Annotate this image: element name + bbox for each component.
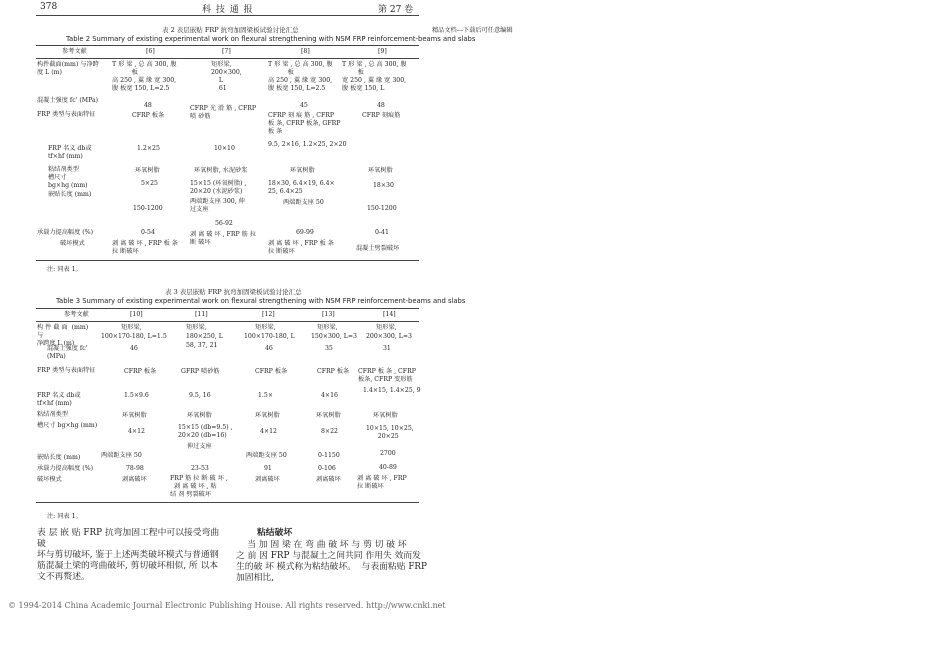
table2-caption-en: Table 2 Summary of existing experimental work on flexural strengthening with NSM FRP reinforcement-beams and slabs — [66, 35, 476, 43]
t2-c7-section: 矩形梁, 200×300, L 61 — [211, 61, 242, 92]
table2-bottom-rule — [36, 260, 419, 261]
table2-top-rule — [36, 45, 419, 46]
t2-c8-capacity: 69-99 — [296, 229, 314, 236]
table3-caption-en: Table 3 Summary of existing experimental work on flexural strengthening with NSM FRP reinforcement-beams and slabs — [56, 297, 466, 305]
table3-label-adhesive: 粘结剂类型 — [37, 411, 68, 418]
side-note: 精品文档---下载后可任意编辑 — [432, 27, 513, 34]
table3-label-bond-length: 嵌贴长度 (mm) — [37, 454, 81, 461]
table2-ref-6: [6] — [146, 48, 155, 55]
table3-label-concrete: 混凝土强度 fc' (MPa) — [47, 345, 88, 360]
t3-c13-sec-b: 150×300, L=3 — [311, 333, 357, 340]
t3-c11-groove: 15×15 (db=9.5) , 20×20 (db=16) — [178, 424, 233, 439]
t2-c8-adhesive: 环氧树脂 — [290, 167, 315, 174]
t3-c12-capacity: 91 — [264, 465, 272, 472]
t2-c9-section: T 形 梁 , 总 高 300, 腹 板 宽 250 , 翼 缘 宽 300, 腹 板宽 150, L — [342, 61, 407, 92]
table2-ref-7: [7] — [222, 48, 231, 55]
table3-label-frp-type: FRP 类型与表面特征 — [37, 367, 96, 374]
t3-c14-sec-a: 矩形梁, — [376, 324, 397, 331]
table3-top-rule — [36, 308, 419, 309]
t2-c9-concrete: 48 — [377, 102, 385, 109]
journal-name: 科 技 通 报 — [202, 5, 254, 15]
t2-c9-adhesive: 环氧树脂 — [368, 167, 393, 174]
t3-c14-adhesive: 环氧树脂 — [373, 412, 398, 419]
table2-label-section: 构件截面(mm) 与净跨 度 L (m) — [37, 61, 99, 76]
body-left-paragraph: 表 层 嵌 贴 FRP 抗弯加固工程中可以接受弯曲 破 坏与剪切破坏, 鉴于上述两类破坏模式与普通钢 筋混凝土梁的弯曲破坏, 剪切破坏相似, 所 以本 文不再赘述。 — [37, 528, 220, 582]
table3-ref-header: 参考文献 — [64, 311, 89, 318]
t2-c6-capacity: 0-54 — [141, 229, 155, 236]
t2-c7-capacity: 56-92 — [215, 220, 233, 227]
table2-label-capacity: 承载力提高幅度 (%) — [37, 229, 93, 236]
t3-c13-bond: 0-1150 — [318, 452, 340, 459]
t3-c10-concrete: 46 — [130, 345, 138, 352]
table2-caption-cn: 表 2 表层嵌贴 FRP 抗弯加固梁板试验讨论汇总 — [162, 26, 299, 34]
t3-c11-failure: FRP 筋 拉 断 破 坏 , 剥 离 破 坏 , 粘 结 剂 劈裂破坏 — [170, 475, 228, 498]
t3-c14-capacity: 40-89 — [379, 464, 397, 471]
t2-c6-frp-type: CFRP 板条 — [132, 112, 165, 119]
t2-c6-frp-size: 1.2×25 — [137, 145, 160, 152]
t2-c8-bond: 两端距支座 50 — [283, 199, 324, 206]
t2-c6-groove: 5×25 — [141, 180, 158, 187]
body-right-paragraph: 当 加 固 梁 在 弯 曲 破 坏 与 剪 切 破 坏 之 前 因 FRP 与混凝土之间共同 作用失 效而发 生的破 坏 模式称为粘结破坏。 与表面粘贴 FRP 加固相比, — [236, 540, 427, 583]
t2-c6-bond: 150-1200 — [133, 205, 163, 212]
t3-c14-frp-type: CFRP 板 条 , CFRP 板条, CFRP 变形筋 — [358, 368, 416, 383]
t3-c12-frp-type: CFRP 板条 — [255, 368, 288, 375]
t3-c11-adhesive: 环氧树脂 — [187, 412, 212, 419]
t3-c11-frp-type: GFRP 喷砂筋 — [181, 368, 220, 375]
t3-c12-frp-size: 1.5× — [258, 392, 274, 399]
table3-label-frp-size: FRP 名义 db或 tf×hf (mm) — [37, 392, 81, 407]
t3-c10-failure: 剥离破坏 — [122, 476, 147, 483]
t3-c12-sec-b: 100×170-180, L — [244, 333, 295, 340]
table3-note: 注: 同表 1。 — [47, 513, 82, 520]
t3-c11-sec-c: 58, 37, 21 — [186, 342, 218, 349]
t2-c8-concrete: 45 — [300, 102, 308, 109]
t3-c13-concrete: 35 — [325, 345, 333, 352]
t2-c9-capacity: 0-41 — [375, 229, 389, 236]
t2-c9-groove: 18×30 — [373, 182, 394, 189]
page-number: 378 — [40, 2, 58, 12]
t3-c14-frp-size: 1.4×15, 1.4×25, 9 — [363, 387, 421, 394]
t3-c14-concrete: 31 — [383, 345, 391, 352]
t3-c13-adhesive: 环氧树脂 — [316, 412, 341, 419]
table2-label-frp-type: FRP 类型与表面特征 — [37, 111, 96, 118]
t3-c13-sec-a: 矩形梁, — [317, 324, 338, 331]
t3-c10-frp-type: CFRP 板条 — [124, 368, 157, 375]
t3-c12-concrete: 46 — [265, 345, 273, 352]
table3-ref-10: [10] — [130, 311, 143, 318]
section-heading-bond-failure: 粘结破坏 — [257, 528, 293, 538]
t3-c14-failure: 剥 离 破 坏 , FRP 拉 断破坏 — [357, 475, 407, 490]
t3-c10-adhesive: 环氧树脂 — [122, 412, 147, 419]
t2-c7-adhesive: 环氧树脂, 水泥砂浆 — [194, 167, 248, 174]
table3-caption-cn: 表 3 表层嵌贴 FRP 抗弯加固梁板试验讨论汇总 — [165, 288, 302, 296]
t2-c7-frp-size: 10×10 — [214, 145, 235, 152]
t2-c7-failure: 剥 离 破 坏 , FRP 筋 拉 断 破坏 — [190, 231, 256, 246]
t3-c12-bond: 两端距支座 50 — [246, 452, 287, 459]
issue-label: 第 27 卷 — [378, 5, 414, 15]
t3-c13-failure: 剥离破坏 — [316, 476, 341, 483]
t2-c6-concrete: 48 — [144, 102, 152, 109]
t3-c12-sec-a: 矩形梁, — [255, 324, 276, 331]
t3-c11-frp-size: 9.5, 16 — [189, 392, 211, 399]
table2-label-failure: 破坏模式 — [60, 240, 85, 247]
t3-c13-capacity: 0-106 — [318, 465, 336, 472]
t2-c7-bond: 两端距支座 300, 伸 过支座 — [190, 198, 245, 213]
table2-note: 注: 同表 1。 — [47, 266, 82, 273]
table3-header-rule — [36, 321, 419, 322]
t3-c10-sec-a: 矩形梁, — [121, 324, 142, 331]
t3-c11-capacity: 23-53 — [191, 465, 209, 472]
table3-label-capacity: 承载力提高幅度 (%) — [37, 465, 93, 472]
t3-c10-sec-b: 100×170-180, L=1.5 — [101, 333, 167, 340]
table2-ref-8: [8] — [301, 48, 310, 55]
t3-c12-failure: 剥离破坏 — [255, 476, 280, 483]
t3-c10-bond: 两端距支座 50 — [101, 452, 142, 459]
table2-ref-9: [9] — [378, 48, 387, 55]
table3-label-section: 构 件 截 面 (mm) 与 净跨度 L (m) — [37, 324, 89, 347]
table3-ref-14: [14] — [383, 311, 396, 318]
t3-c13-groove: 8×22 — [321, 428, 338, 435]
t2-c9-frp-type: CFRP 刻痕筋 — [362, 112, 401, 119]
table3-ref-13: [13] — [322, 311, 335, 318]
t2-c8-section: T 形 梁 , 总 高 300, 腹 板 高 250 , 翼 缘 宽 300, 腹 板宽 150, L=2.5 — [268, 61, 333, 92]
copyright-footer: © 1994-2014 China Academic Journal Electronic Publishing House. All rights reserved. http://www.cnki.net — [8, 601, 446, 610]
t2-c6-adhesive: 环氧树脂 — [135, 167, 160, 174]
table3-ref-12: [12] — [262, 311, 275, 318]
t3-c12-groove: 4×12 — [260, 428, 277, 435]
t2-c8-failure: 剥 离 破 坏 , FRP 板 条 拉 断破坏 — [268, 240, 334, 255]
t2-c6-failure: 剥 离 破 坏 , FRP 板 条 拉 断破坏 — [112, 240, 178, 255]
table2-header-rule — [36, 58, 419, 59]
t3-c14-bond: 2700 — [380, 450, 396, 457]
t3-c11-sec-b: 180×250, L — [186, 333, 223, 340]
t3-c13-frp-size: 4×16 — [321, 392, 338, 399]
table3-label-failure: 破坏模式 — [37, 476, 62, 483]
table2-ref-header: 参考文献 — [62, 48, 87, 55]
t3-c10-groove: 4×12 — [128, 428, 145, 435]
table2-label-concrete: 混凝土强度 fc' (MPa) — [37, 97, 99, 104]
t2-c9-bond: 150-1200 — [367, 205, 397, 212]
t3-c14-sec-b: 200×300, L=3 — [366, 333, 412, 340]
t3-c13-frp-type: CFRP 板条 — [317, 368, 350, 375]
t3-c14-groove: 10×15, 10×25, 20×25 — [366, 425, 414, 440]
t3-c11-bond: 伸过支座 — [187, 443, 212, 450]
t3-c11-sec-a: 矩形梁, — [186, 324, 207, 331]
t3-c10-capacity: 78-98 — [126, 465, 144, 472]
t2-c7-groove: 15×15 (环氧树脂) , 20×20 (水泥砂浆) — [190, 180, 247, 195]
table3-bottom-rule — [36, 502, 419, 503]
t2-c6-section: T 形 梁 , 总 高 300, 腹 板 高 250 , 翼 缘 宽 300, 腹 板宽 150, L=2.5 — [112, 61, 177, 92]
table2-label-bond-length: 嵌贴长度 (mm) — [48, 191, 92, 198]
table3-label-groove: 槽尺寸 bg×hg (mm) — [37, 422, 98, 429]
t2-c7-frp-type: CFRP 光 滑 筋 , CFRP 喷 砂筋 — [190, 105, 257, 120]
table2-label-frp-size: FRP 名义 db或 tf×hf (mm) — [48, 145, 92, 160]
t2-c9-failure: 混凝土劈裂破坏 — [356, 245, 400, 252]
t3-c12-adhesive: 环氧树脂 — [255, 412, 280, 419]
header-rule — [36, 15, 419, 16]
t3-c10-frp-size: 1.5×9.6 — [124, 392, 149, 399]
t2-c8-frp-type: CFRP 刻 痕 筋 , CFRP 板 条, CFRP 板条, GFRP 板 条 — [268, 112, 341, 135]
table2-label-adhesive: 粘结剂类型 槽尺寸 bg×hg (mm) — [48, 166, 88, 189]
table3-ref-11: [11] — [195, 311, 208, 318]
t2-c8-frp-size: 9.5, 2×16, 1.2×25, 2×20 — [268, 141, 347, 148]
t2-c8-groove: 18×30, 6.4×19, 6.4× 25, 6.4×25 — [268, 180, 335, 195]
